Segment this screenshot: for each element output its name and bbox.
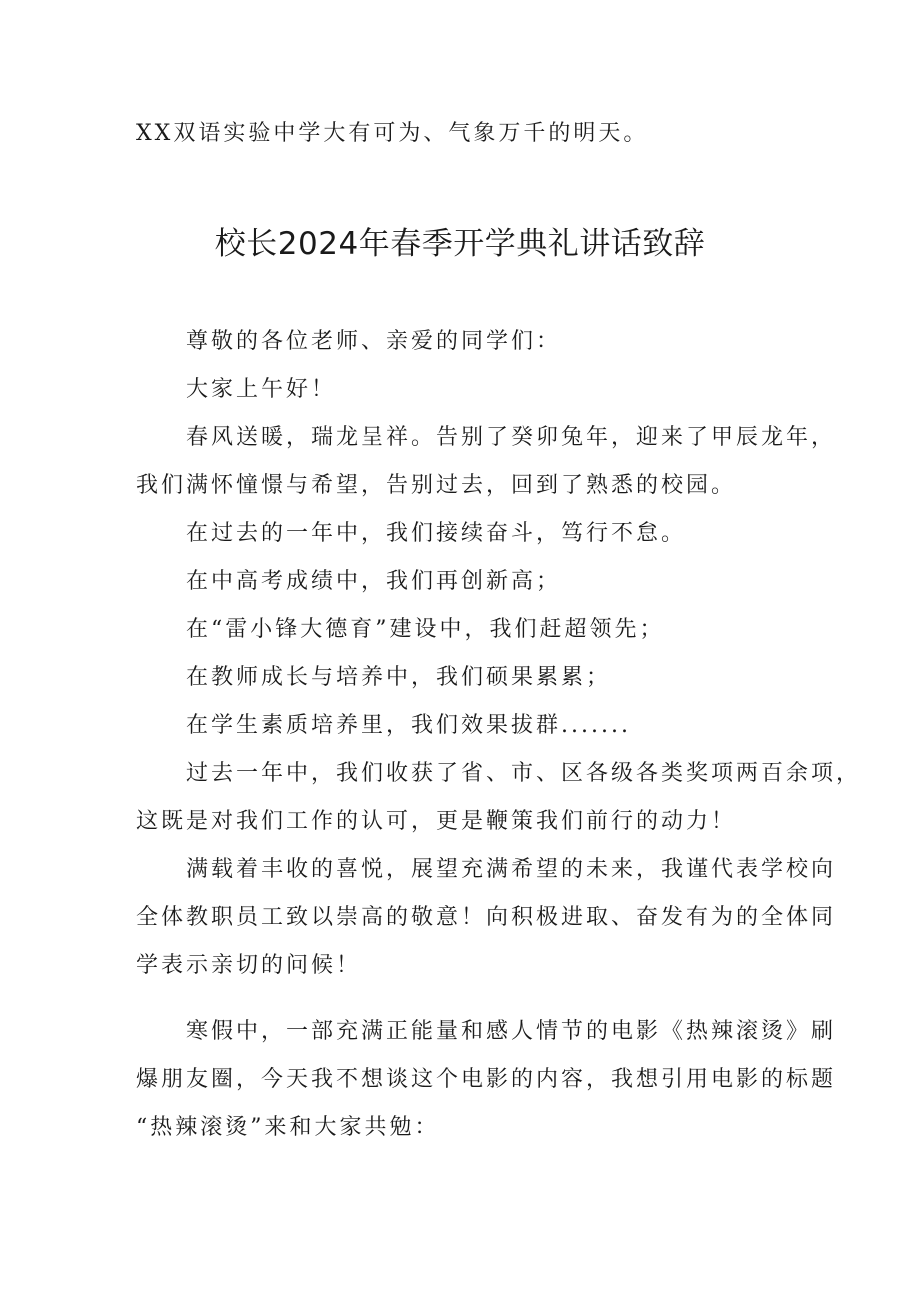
paragraph-line: 爆朋友圈，今天我不想谈这个电影的内容，我想引用电影的标题 bbox=[136, 1067, 837, 1092]
paragraph-line: 在学生素质培养里，我们效果拔群....... bbox=[186, 713, 631, 738]
salutation-line: 尊敬的各位老师、亲爱的同学们： bbox=[186, 329, 562, 354]
intro-line: XX双语实验中学大有可为、气象万千的明天。 bbox=[136, 121, 649, 146]
paragraph-line: “热辣滚烫”来和大家共勉： bbox=[136, 1115, 440, 1140]
paragraph-line: 全体教职员工致以崇高的敬意！向积极进取、奋发有为的全体同 bbox=[136, 905, 837, 930]
greeting-line: 大家上午好！ bbox=[186, 377, 337, 402]
paragraph-line: 春风送暖，瑞龙呈祥。告别了癸卯兔年，迎来了甲辰龙年， bbox=[186, 425, 837, 450]
paragraph-line: 过去一年中，我们收获了省、市、区各级各类奖项两百余项， bbox=[186, 761, 862, 786]
paragraph-line: 这既是对我们工作的认可，更是鞭策我们前行的动力！ bbox=[136, 809, 737, 834]
paragraph-line: 在“雷小锋大德育”建设中，我们赶超领先； bbox=[186, 617, 665, 642]
paragraph-line: 在教师成长与培养中，我们硕果累累； bbox=[186, 665, 612, 690]
document-title: 校长2024年春季开学典礼讲话致辞 bbox=[214, 226, 706, 262]
paragraph-line: 在中高考成绩中，我们再创新高； bbox=[186, 569, 562, 594]
paragraph-line: 满载着丰收的喜悦，展望充满希望的未来，我谨代表学校向 bbox=[186, 857, 837, 882]
paragraph-line: 在过去的一年中，我们接续奋斗，笃行不怠。 bbox=[186, 521, 687, 546]
paragraph-line: 我们满怀憧憬与希望，告别过去，回到了熟悉的校园。 bbox=[136, 473, 737, 498]
paragraph-line: 学表示亲切的问候！ bbox=[136, 953, 362, 978]
paragraph-line: 寒假中，一部充满正能量和感人情节的电影《热辣滚烫》刷 bbox=[186, 1019, 837, 1044]
